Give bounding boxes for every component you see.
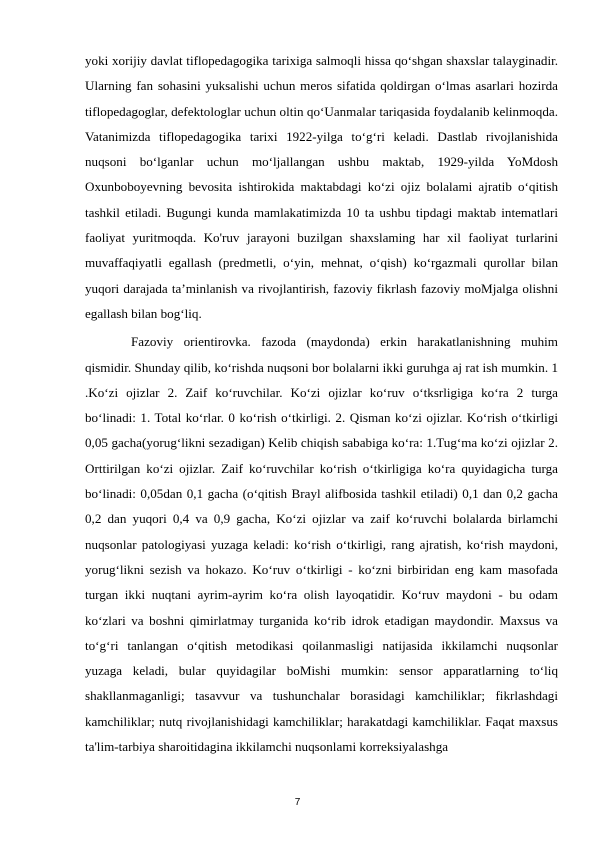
body-text <box>85 48 558 759</box>
paragraph-continuation: yoki xorijiy davlat tiflopedagogika tarixiga salmoqli hissa qo‘shgan shaxslar talayginadir. Ularning fan sohasini yuksalishi uchun meros sifatida qoldirgan o‘lmas asarlari hozirda tiflopedagoglar, defektologlar uchun oltin qo‘Uanmalar tariqasida foydalanib kelinmoqda. Vatanimizda tiflopedagogika tarixi 1922-yilga to‘g‘ri keladi. Dastlab rivojlanishida nuqsoni bo‘lganlar uchun mo‘ljallangan ushbu maktab, 1929-yilda YoMdosh Oxunboboyevning bevosita ishtirokida maktabdagi ko‘zi ojiz bolalami ajratib o‘qitish tashkil etiladi. Bugungi kunda mamlakatimizda 10 ta ushbu tipdagi maktab intematlari faoliyat yuritmoqda. Ko'ruv jarayoni buzilgan shaxslaming har xil faoliyat turlarini muvaffaqiyatli egallash (predmetli, o‘yin, mehnat, o‘qish) ko‘rgazmali qurollar bilan yuqori darajada ta’minlanish va rivojlantirish, fazoviy fikrlash fazoviy moMjalga olishni egallash bilan bog‘liq. <box>85 53 558 321</box>
paragraph-fazoviy-orientirovka: Fazoviy orientirovka. fazoda (maydonda) erkin harakatlanishning muhim qismidir. Shunday qilib, ko‘rishda nuqsoni bor bolalarni ikki guruhga aj rat ish mumkin. 1 .Ko‘zi ojizlar 2. Zaif ko‘ruvchilar. Ko‘zi ojizlar ko‘ruv o‘tksrligiga ko‘ra 2 turga bo‘linadi: 1. Total ko‘rlar. 0 ko‘rish o‘tkirligi. 2. Qisman ko‘zi ojizlar. Ko‘rish o‘tkirligi 0,05 gacha(yorug‘likni sezadigan) Kelib chiqish sababiga ko‘ra: 1.Tug‘ma ko‘zi ojizlar 2. Orttirilgan ko‘zi ojizlar. Zaif ko‘ruvchilar ko‘rish o‘tkirligiga ko‘ra quyidagicha turga bo‘linadi: 0,05dan 0,1 gacha (o‘qitish Brayl alifbosida tashkil etiladi) 0,1 dan 0,2 gacha 0,2 dan yuqori 0,4 va 0,9 gacha, Ko‘zi ojizlar va zaif ko‘ruvchi bolalarda birlamchi nuqsonlar patologiyasi yuzaga keladi: ko‘rish o‘tkirligi, rang ajratish, ko‘rish maydoni, yorug‘likni sezish va hokazo. Ko‘ruv o‘tkirligi - ko‘zni birbiridan eng kam masofada turgan ikki nuqtani ayrim-ayrim ko‘ra olish layoqatidir. Ko‘ruv maydoni - bu odam ko‘zlari va boshni qimirlatmay turganida ko‘rib idrok etadigan maydondir. Maxsus va to‘g‘ri tanlangan o‘qitish metodikasi qoilanmasligi natijasida ikkilamchi nuqsonlar yuzaga keladi, bular quyidagilar boMishi mumkin: sensor apparatlarning to‘liq shakllanmaganligi; tasavvur va tushunchalar borasidagi kamchiliklar; fikrlashdagi kamchiliklar; nutq rivojlanishidagi kamchiliklar; harakatdagi kamchiliklar. Faqat maxsus ta'lim-tarbiya sharoitidagina ikkilamchi nuqsonlami korreksiyalashga <box>85 334 558 755</box>
page-number: 7 <box>294 797 301 808</box>
